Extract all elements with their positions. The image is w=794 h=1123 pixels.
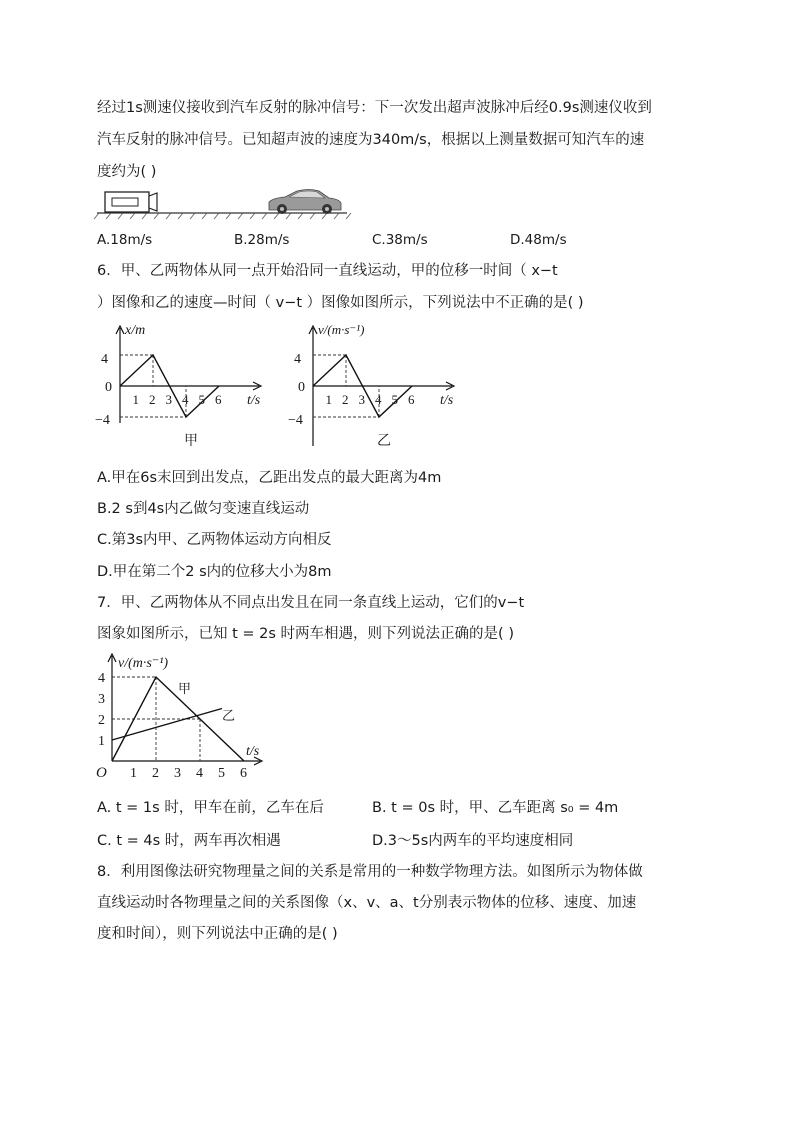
q5-option-b: B.28m/s xyxy=(234,232,290,248)
y-tick-label: −4 xyxy=(95,413,110,428)
q5-line-3: 度约为( ) xyxy=(97,164,157,180)
x-tick-label: 4 xyxy=(196,766,203,781)
q7-line-1: 7．甲、乙两物体从不同点出发且在同一条直线上运动，它们的v−t xyxy=(97,595,525,611)
series-label-jia: 甲 xyxy=(178,682,192,697)
y-tick-label: 0 xyxy=(105,380,112,395)
chart-caption: 乙 xyxy=(377,433,391,449)
y-tick-label: 4 xyxy=(101,352,108,367)
q8-line-2: 直线运动时各物理量之间的关系图像（x、v、a、t分别表示物体的位移、速度、加速 xyxy=(97,895,637,911)
y-tick-label: 0 xyxy=(298,380,305,395)
chart-jia-x-t xyxy=(97,318,287,458)
x-axis-label: t/s xyxy=(247,393,261,408)
x-tick-label: 5 xyxy=(198,392,205,407)
x-tick-label: 4 xyxy=(375,392,382,407)
y-axis-label: v/(m·s⁻¹) xyxy=(318,322,365,337)
q6-line-1: 6．甲、乙两物体从同一点开始沿同一直线运动，甲的位移一时间（ x−t xyxy=(97,263,558,279)
y-tick-label: 4 xyxy=(294,352,301,367)
y-tick-label: 4 xyxy=(98,671,105,686)
x-tick-label: 3 xyxy=(174,766,181,781)
y-tick-label: 2 xyxy=(98,713,105,728)
x-tick-label: 3 xyxy=(165,392,172,407)
chart-yi-v-t xyxy=(290,318,480,458)
x-tick-label: 2 xyxy=(149,392,156,407)
q5-option-c: C.38m/s xyxy=(372,232,428,248)
x-tick-label: 6 xyxy=(240,766,247,781)
q7-option-c: C. t = 4s 时，两车再次相遇 xyxy=(97,833,281,849)
x-tick-label: 5 xyxy=(391,392,398,407)
y-tick-label: 1 xyxy=(98,734,105,749)
q5-option-a: A.18m/s xyxy=(97,232,153,248)
q5-line-1: 经过1s测速仪接收到汽车反射的脉冲信号：下一次发出超声波脉冲后经0.9s测速仪收到 xyxy=(97,100,652,116)
y-axis-label: v/(m·s⁻¹) xyxy=(118,656,169,671)
x-tick-label: 1 xyxy=(325,392,332,407)
q7-option-d: D.3～5s内两车的平均速度相同 xyxy=(372,833,574,849)
q8-line-3: 度和时间），则下列说法中正确的是( ) xyxy=(97,926,338,942)
chart-q7-v-t xyxy=(92,648,272,780)
x-tick-label: 6 xyxy=(408,392,415,407)
series-label-yi: 乙 xyxy=(222,709,236,724)
q6-option-b: B.2 s到4s内乙做匀变速直线运动 xyxy=(97,501,310,517)
x-tick-label: 6 xyxy=(215,392,222,407)
q6-option-d: D.甲在第二个2 s内的位移大小为8m xyxy=(97,564,332,580)
x-tick-label: 1 xyxy=(132,392,139,407)
car-icon xyxy=(269,190,341,215)
x-tick-label: 1 xyxy=(130,766,137,781)
y-axis-label: x/m xyxy=(125,323,146,338)
y-tick-label: 3 xyxy=(98,692,105,707)
q8-line-1: 8．利用图像法研究物理量之间的关系是常用的一种数学物理方法。如图所示为物体做 xyxy=(97,864,643,880)
q7-option-a: A. t = 1s 时，甲车在前，乙车在后 xyxy=(97,800,324,816)
speed-gun-car-illustration xyxy=(97,186,357,220)
q5-option-d: D.48m/s xyxy=(510,232,567,248)
q7-line-2: 图象如图所示，已知 t = 2s 时两车相遇，则下列说法正确的是( ) xyxy=(97,626,514,642)
origin-label: O xyxy=(96,765,107,781)
chart-caption: 甲 xyxy=(184,433,198,449)
x-tick-label: 2 xyxy=(342,392,349,407)
x-tick-label: 4 xyxy=(182,392,189,407)
x-axis-label: t/s xyxy=(246,744,260,759)
q6-option-a: A.甲在6s末回到出发点，乙距出发点的最大距离为4m xyxy=(97,470,442,486)
x-tick-label: 3 xyxy=(358,392,365,407)
q7-option-b: B. t = 0s 时，甲、乙车距离 s₀ = 4m xyxy=(372,800,619,816)
x-tick-label: 2 xyxy=(152,766,159,781)
q6-line-2: ）图像和乙的速度—时间（ v−t ）图像如图所示，下列说法中不正确的是( ) xyxy=(97,295,584,311)
q5-line-2: 汽车反射的脉冲信号。已知超声波的速度为340m/s，根据以上测量数据可知汽车的速 xyxy=(97,132,645,148)
y-tick-label: −4 xyxy=(288,413,303,428)
x-tick-label: 5 xyxy=(218,766,225,781)
q6-option-c: C.第3s内甲、乙两物体运动方向相反 xyxy=(97,532,332,548)
x-axis-label: t/s xyxy=(440,393,454,408)
